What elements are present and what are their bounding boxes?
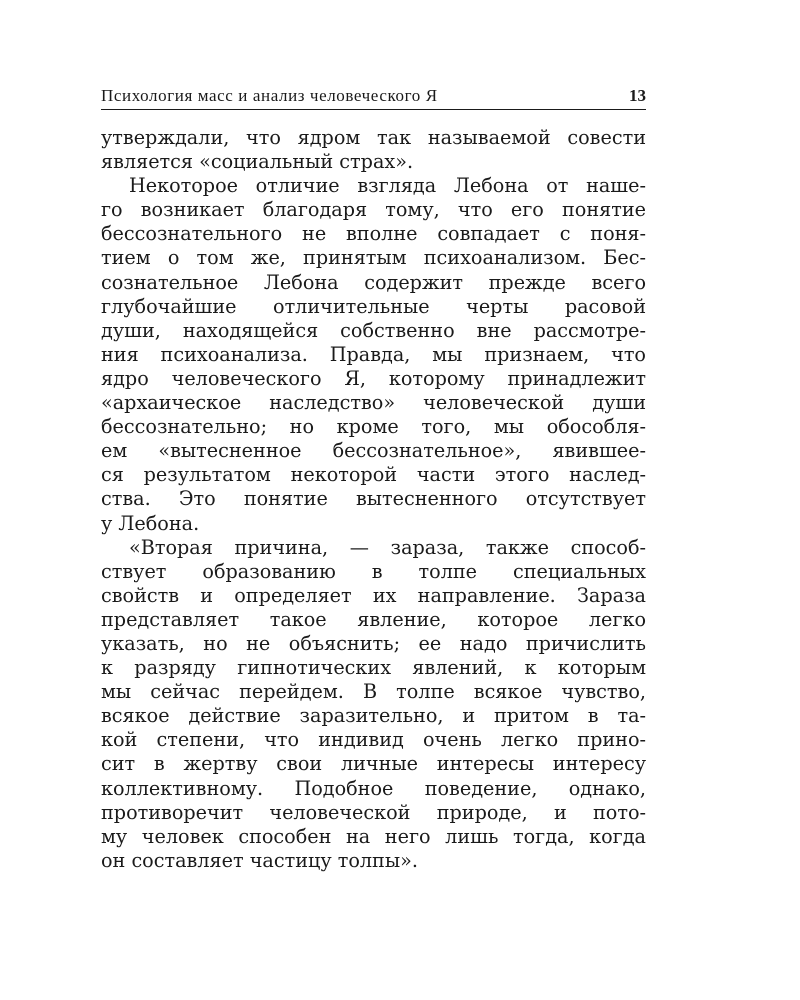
text-line: души, находящейся собственно вне рассмотре- bbox=[101, 318, 646, 342]
body-text bbox=[101, 126, 646, 873]
text-line: утверждали, что ядром так называемой совести bbox=[101, 126, 646, 149]
text-line: он составляет частицу толпы». bbox=[101, 848, 418, 872]
running-header bbox=[101, 86, 646, 108]
text-line: ния психоанализа. Правда, мы признаем, что bbox=[101, 342, 646, 366]
text-line: ствует образованию в толпе специальных bbox=[101, 559, 646, 583]
text-line: представляет такое явление, которое легко bbox=[101, 607, 646, 631]
paragraph bbox=[101, 126, 646, 174]
paragraph bbox=[101, 536, 646, 873]
text-line: «архаическое наследство» человеческой души bbox=[101, 391, 646, 415]
text-line: сит в жертву свои личные интересы интересу bbox=[101, 752, 646, 776]
text-line: свойств и определяет их направление. Зараза bbox=[101, 583, 646, 607]
text-line: коллективному. Подобное поведение, однако, bbox=[101, 776, 646, 800]
text-line: ядро человеческого Я, которому принадлежит bbox=[101, 366, 646, 390]
text-line: является «социальный страх». bbox=[101, 150, 414, 174]
text-line: ся результатом некоторой части этого наслед- bbox=[101, 463, 646, 487]
text-line: к разряду гипнотических явлений, к которым bbox=[101, 656, 646, 680]
text-line: ем «вытесненное бессознательное», явившее- bbox=[101, 439, 646, 463]
text-line: тием о том же, принятым психоанализом. Бес- bbox=[101, 246, 646, 270]
header-rule bbox=[101, 109, 646, 110]
text-line: указать, но не объяснить; ее надо причислить bbox=[101, 631, 646, 655]
page-number: 13 bbox=[629, 86, 646, 105]
text-line: всякое действие заразительно, и притом в та- bbox=[101, 704, 646, 728]
text-line: бессознательно; но кроме того, мы обособля- bbox=[101, 415, 646, 439]
text-line: у Лебона. bbox=[101, 511, 200, 535]
text-line: Некоторое отличие взгляда Лебона от наше- bbox=[129, 174, 646, 198]
book-page bbox=[101, 0, 646, 1000]
running-title: Психология масс и анализ человеческого Я bbox=[101, 86, 438, 105]
text-line: ства. Это понятие вытесненного отсутствует bbox=[101, 487, 646, 511]
text-line: сознательное Лебона содержит прежде всего bbox=[101, 270, 646, 294]
text-line: кой степени, что индивид очень легко прино- bbox=[101, 728, 646, 752]
text-line: мы сейчас перейдем. В толпе всякое чувство, bbox=[101, 680, 646, 704]
text-line: бессознательного не вполне совпадает с поня- bbox=[101, 222, 646, 246]
text-line: го возникает благодаря тому, что его понятие bbox=[101, 198, 646, 222]
text-line: му человек способен на него лишь тогда, когда bbox=[101, 824, 646, 848]
text-line: глубочайшие отличительные черты расовой bbox=[101, 294, 646, 318]
text-line: «Вторая причина, — зараза, также способ- bbox=[129, 535, 646, 559]
paragraph bbox=[101, 174, 646, 535]
text-line: противоречит человеческой природе, и пото- bbox=[101, 800, 646, 824]
